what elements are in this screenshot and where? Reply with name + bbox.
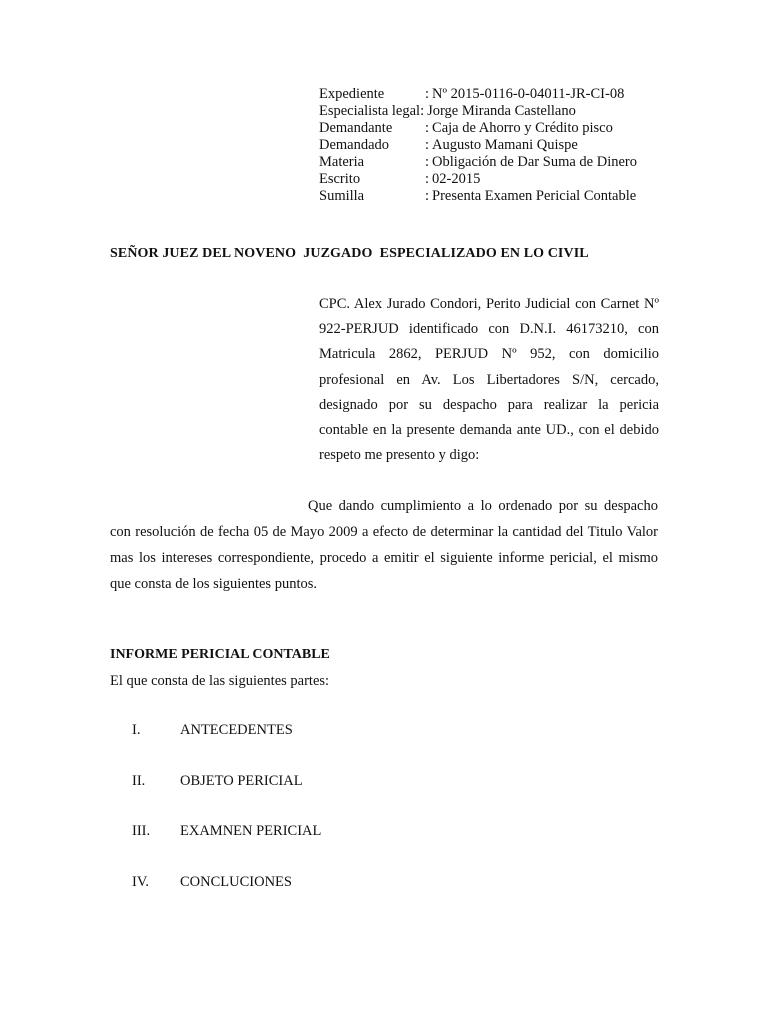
case-field-value: 02-2015 [432,171,481,187]
part-number: III. [132,823,151,839]
list-item [110,773,321,824]
case-field-demandado [319,137,637,154]
addressee-heading: SEÑOR JUEZ DEL NOVENO JUZGADO ESPECIALIZADO EN LO CIVIL [110,246,589,261]
part-number: II. [132,772,146,789]
case-field-label: Escrito [319,171,361,187]
part-label: ANTECEDENTES [180,722,293,738]
field-separator: : [425,120,430,136]
intro-paragraph: CPC. Alex Jurado Condori, Perito Judicial con Carnet Nº 922-PERJUD identificado con D.N.I. 46173210, con Matricula 2862, PERJUD Nº 952, con domicilio profesional en Av. Los Libertadores S/N, cercado, designado por su despacho para realizar la pericia contable en la presente demanda ante UD., con el debido respeto me presento y digo: [319,296,659,464]
case-field-label: Demandado [319,137,390,153]
case-field-label: Materia [319,154,365,170]
case-field-value: Caja de Ahorro y Crédito pisco [432,120,613,136]
field-separator: : [425,137,430,153]
report-subtitle: El que consta de las siguientes partes: [110,673,330,689]
case-field-value: Obligación de Dar Suma de Dinero [432,154,637,170]
case-field-label: Demandante [319,120,393,136]
case-field-expediente [319,86,637,103]
part-number: IV. [132,873,150,890]
list-item [110,722,321,773]
part-label: CONCLUCIONES [180,873,292,890]
case-field-sumilla [319,188,637,205]
case-field-label: Expediente [319,86,385,102]
field-separator: : [425,188,430,204]
field-separator: : [425,171,430,187]
part-label: EXAMNEN PERICIAL [180,823,322,839]
list-item [110,874,321,925]
part-number: I. [132,722,141,738]
case-field-escrito [319,171,637,188]
case-field-label: Sumilla [319,188,365,204]
report-parts-list [110,722,321,924]
case-field-value: Presenta Examen Pericial Contable [432,188,637,204]
case-field-value: Jorge Miranda Castellano [427,103,576,119]
case-field-materia [319,154,637,171]
case-field-demandante [319,120,637,137]
field-separator: : [425,154,430,170]
field-separator: : [420,103,425,119]
report-title: INFORME PERICIAL CONTABLE [110,647,330,662]
case-field-value: Augusto Mamani Quispe [432,137,578,153]
case-header [319,86,637,205]
case-field-label: Especialista legal [319,103,421,119]
case-field-value: Nº 2015-0116-0-04011-JR-CI-08 [432,86,625,102]
part-label: OBJETO PERICIAL [180,772,303,789]
body-paragraph: Que dando cumplimiento a lo ordenado por su despacho con resolución de fecha 05 de Mayo 2009 a efecto de determinar la cantidad del Titulo Valor mas los intereses correspondiente, procedo a emitir el siguiente informe pericial, el mismo que consta de los siguientes puntos. [110,498,658,592]
field-separator: : [425,86,430,102]
case-field-especialista [319,103,637,120]
list-item [110,823,321,874]
